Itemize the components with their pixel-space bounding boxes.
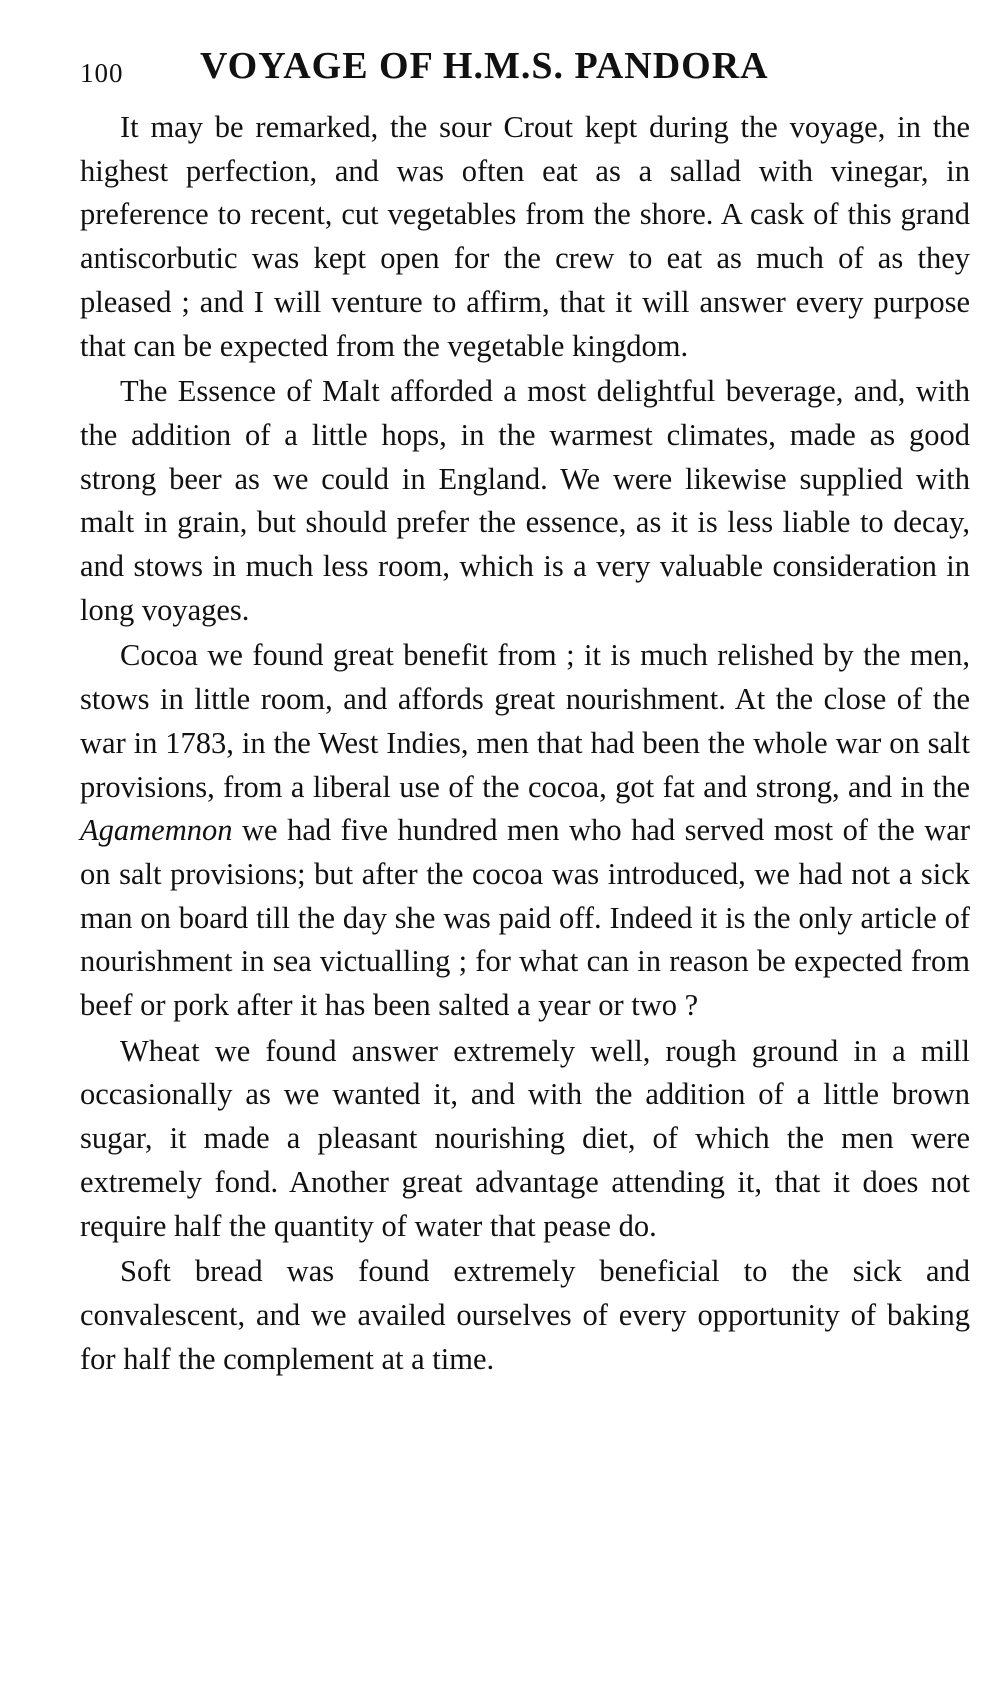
paragraph-soft-bread: Soft bread was found extremely beneficial to the sick and convalescent, and we availed ourselves of every opportunity of baking for half the complement at a time. [80,1254,970,1376]
page-header [80,38,970,98]
page-number: 100 [80,58,124,88]
ship-name-agamemnon: Agamemnon [80,813,233,848]
paragraph-sour-crout: It may be remarked, the sour Crout kept during the voyage, in the highest perfection, and was often eat as a sallad with vinegar, in preference to recent, cut vegetables from the shore. A cask of this grand antiscorbutic was kept open for the crew to eat as much of as they pleased ; and I will venture to affirm, that it will answer every purpose that can be expected from the vegetable kingdom. [80,110,970,363]
running-head: VOYAGE OF H.M.S. PANDORA [200,45,769,87]
paragraph-cocoa-part-1: Cocoa we found great benefit from ; it is much relished by the men, stows in little room, and affords great nourishment. At the close of the war in 1783, in the West Indies, men that had been the whole war on salt provisions, from a liberal use of the cocoa, got fat and strong, and in the [80,638,970,804]
paragraph-cocoa [80,634,970,1027]
body-text [70,106,970,1381]
paragraph-essence-of-malt: The Essence of Malt afforded a most delightful beverage, and, with the addition of a little hops, in the warmest climates, made as good strong beer as we could in England. We were likewise supplied with malt in grain, but should prefer the essence, as it is less liable to decay, and stows in much less room, which is a very valuable consideration in long voyages. [80,374,970,627]
book-page [70,38,970,1381]
paragraph-wheat: Wheat we found answer extremely well, rough ground in a mill occasionally as we wanted it, and with the addition of a little brown sugar, it made a pleasant nourishing diet, of which the men were extremely fond. Another great advantage attending it, that it does not require half the quantity of water that pease do. [80,1033,970,1243]
paragraph-cocoa-part-2: we had five hundred men who had served most of the war on salt provisions; but after the cocoa was introduced, we had not a sick man on board till the day she was paid off. Indeed it is the only article of nourishment in sea victualling ; for what can in reason be expected from beef or pork after it has been salted a year or two ? [80,813,970,1023]
